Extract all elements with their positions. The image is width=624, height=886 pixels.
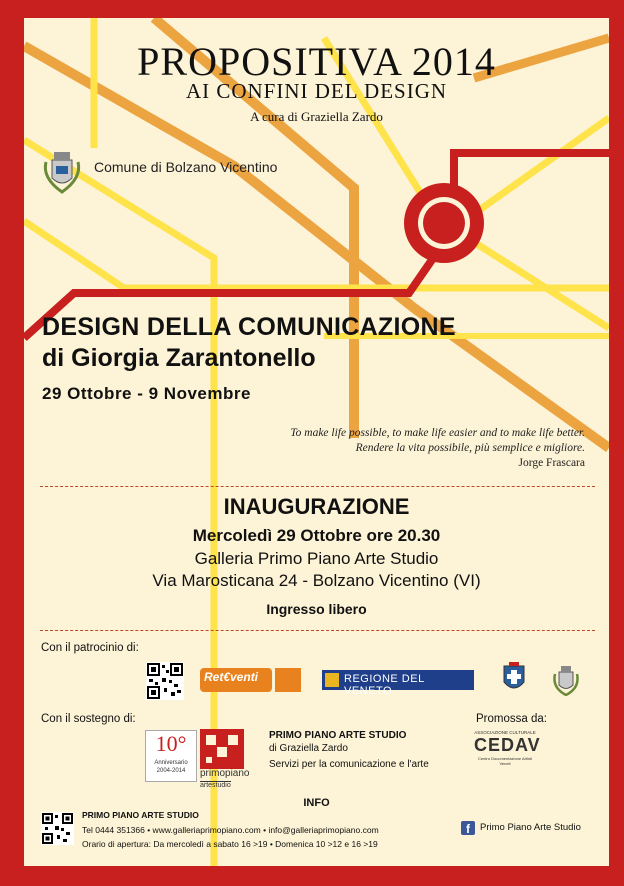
anniversary-number: 10°	[155, 731, 187, 756]
reteventi-side-block	[275, 668, 301, 692]
footer-name: PRIMO PIANO ARTE STUDIO	[82, 810, 199, 820]
curator: A cura di Graziella Zardo	[250, 109, 383, 124]
reteventi-text: Ret€venti	[204, 670, 259, 684]
cedav-big: CEDAV	[474, 735, 541, 755]
anniversary-text: Anniversario	[154, 760, 188, 766]
footer-contacts: Tel 0444 351366 • www.galleriaprimopiano.com • info@galleriaprimopiano.com	[82, 825, 379, 835]
cedav-logo	[474, 730, 541, 766]
regione-veneto-logo	[322, 670, 474, 697]
inauguration-venue: Galleria Primo Piano Arte Studio	[194, 549, 439, 568]
divider-bottom	[40, 630, 595, 631]
poster-subtitle: AI CONFINI DEL DESIGN	[185, 79, 448, 103]
crest-icon	[551, 664, 581, 696]
qr-code-icon	[146, 662, 184, 700]
facebook-link[interactable]: Primo Piano Arte Studio	[480, 822, 581, 833]
primopiano-sub: artestudio	[200, 782, 231, 789]
quote	[290, 426, 585, 471]
footer-hours: Orario di apertura: Da mercoledì a sabato 16 >19 • Domenica 10 >12 e 16 >19	[82, 839, 378, 849]
quote-en: To make life possible, to make life easier and to make life better.	[290, 427, 585, 439]
regione-text: REGIONE DEL VENETO	[344, 673, 425, 697]
pp-services: Servizi per la comunicazione e l'arte	[269, 759, 429, 770]
provincia-crest-icon	[502, 662, 526, 694]
qr-code-icon	[41, 812, 74, 845]
exhibition-artist: di Giorgia Zarantonello	[42, 344, 316, 372]
divider-top	[40, 486, 595, 487]
quote-author: Jorge Frascara	[518, 457, 585, 469]
reteventi-logo	[200, 668, 272, 692]
lion-icon	[325, 673, 339, 687]
primopiano-name: primopiano	[200, 768, 250, 779]
anniversary-logo	[145, 730, 197, 782]
facebook-icon[interactable]: f	[461, 821, 475, 835]
poster-title: PROPOSITIVA 2014	[137, 39, 496, 84]
info-heading: INFO	[303, 797, 330, 809]
crest-icon	[40, 148, 84, 194]
cedav-foot: Centro Documentazione Artisti Veneti	[477, 756, 533, 766]
anniversary-years: 2004-2014	[156, 768, 186, 774]
inauguration-address: Via Marosticana 24 - Bolzano Vicentino (VI)	[152, 571, 481, 590]
cedav-small: ASSOCIAZIONE CULTURALE	[474, 730, 536, 735]
pp-title: PRIMO PIANO ARTE STUDIO	[269, 730, 407, 741]
comune-label: Comune di Bolzano Vicentino	[94, 159, 278, 175]
entry-note: Ingresso libero	[266, 601, 367, 617]
exhibition-title: DESIGN DELLA COMUNICAZIONE	[42, 313, 456, 341]
station-inner	[423, 202, 465, 244]
pp-owner: di Graziella Zardo	[269, 743, 348, 754]
poster	[24, 18, 609, 866]
primopiano-logo	[200, 729, 244, 769]
inauguration-when: Mercoledì 29 Ottobre ore 20.30	[192, 526, 441, 545]
quote-it: Rendere la vita possibile, più semplice e migliore.	[355, 442, 585, 454]
exhibition-dates: 29 Ottobre - 9 Novembre	[42, 384, 251, 403]
promossa-label: Promossa da:	[476, 713, 547, 725]
inauguration-heading: INAUGURAZIONE	[223, 494, 410, 519]
patrocinio-label: Con il patrocinio di:	[41, 642, 139, 654]
sostegno-label: Con il sostegno di:	[41, 713, 136, 725]
